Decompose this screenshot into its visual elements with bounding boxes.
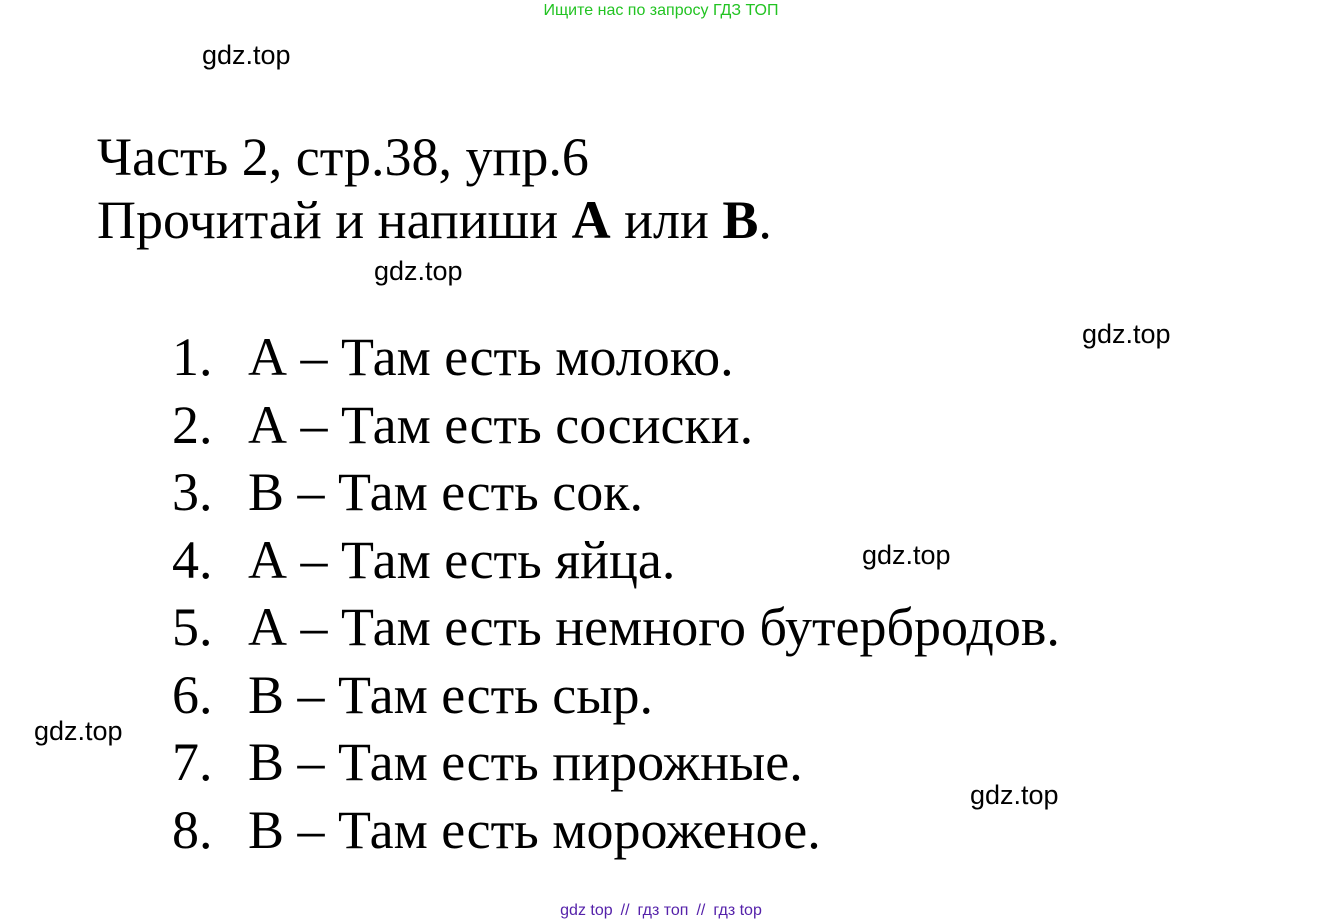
list-item <box>172 797 1060 865</box>
watermark: gdz.top <box>862 540 951 570</box>
list-item <box>172 527 1060 595</box>
page-title <box>97 126 589 188</box>
answer-list <box>172 324 1060 864</box>
item-text: В – Там есть сыр. <box>248 664 654 725</box>
item-number: 5. <box>172 597 213 657</box>
item-text: В – Там есть сок. <box>248 462 644 522</box>
footer-separator: // <box>696 902 706 919</box>
item-text: А – Там есть сосиски. <box>248 394 754 455</box>
watermark: gdz.top <box>34 716 123 746</box>
item-number: 6. <box>172 664 213 725</box>
item-number: 1. <box>172 327 213 387</box>
watermark: gdz.top <box>374 256 463 286</box>
item-text: В – Там есть мороженое. <box>248 799 821 860</box>
item-number: 3. <box>172 462 213 522</box>
watermark: gdz.top <box>202 40 291 70</box>
footer-link-gdz-top[interactable]: gdz top <box>560 902 613 919</box>
item-text: А – Там есть немного бутербродов. <box>248 597 1060 657</box>
footer-link-gdz-top-mixed[interactable]: гдз top <box>713 902 762 919</box>
list-item <box>172 459 1060 527</box>
item-number: 4. <box>172 529 213 590</box>
list-item <box>172 594 1060 662</box>
item-number: 2. <box>172 394 213 455</box>
item-text: В – Там есть пирожные. <box>248 732 803 792</box>
task-instruction <box>97 189 772 251</box>
instruction-prefix: Прочитай и напиши <box>97 190 572 250</box>
footer-link-gdz-top-ru[interactable]: гдз топ <box>637 902 689 919</box>
watermark: gdz.top <box>1082 319 1171 349</box>
watermark: gdz.top <box>970 780 1059 810</box>
instruction-suffix: . <box>758 190 772 250</box>
option-a: А <box>571 190 611 250</box>
footer-separator: // <box>620 902 630 919</box>
item-text: А – Там есть молоко. <box>248 327 734 387</box>
instruction-middle: или <box>610 190 723 250</box>
title-line-1: Часть 2, стр.38, упр.6 <box>97 127 589 187</box>
item-text: А – Там есть яйца. <box>248 529 676 590</box>
list-item <box>172 662 1060 730</box>
item-number: 7. <box>172 732 213 792</box>
item-number: 8. <box>172 799 213 860</box>
option-b: В <box>722 190 759 250</box>
top-banner: Ищите нас по запросу ГДЗ ТОП <box>543 2 779 19</box>
bottom-banner <box>0 901 1322 921</box>
list-item <box>172 392 1060 460</box>
list-item <box>172 729 1060 797</box>
list-item <box>172 324 1060 392</box>
